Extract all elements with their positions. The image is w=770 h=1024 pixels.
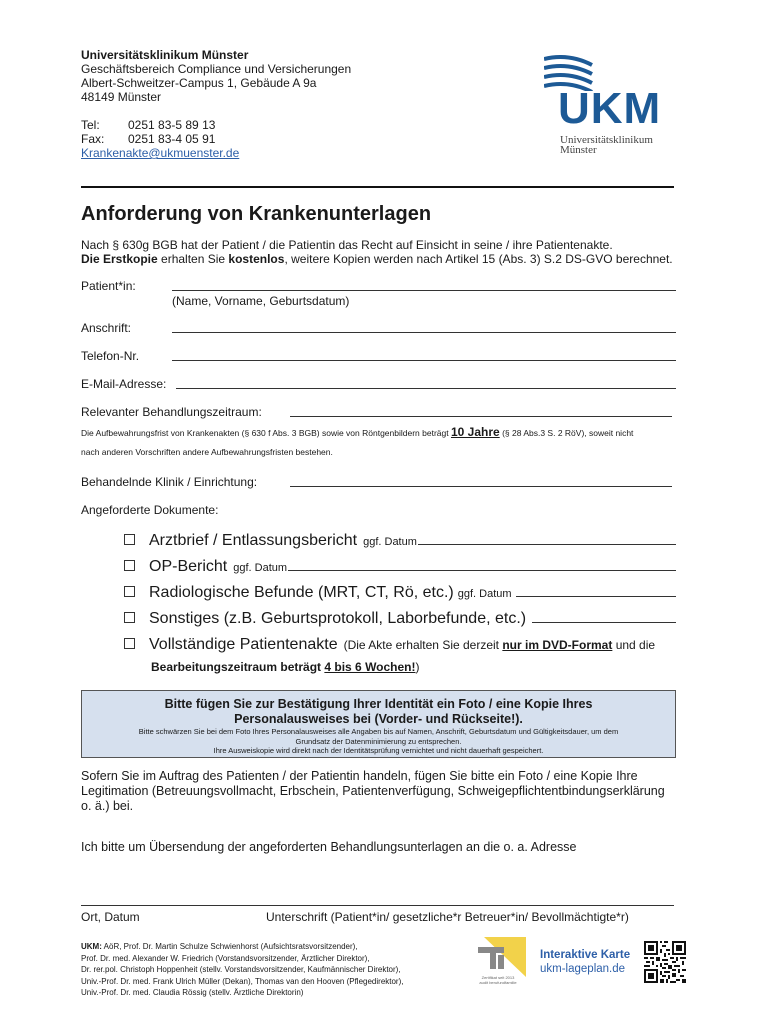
proxy-notice <box>81 769 701 814</box>
audit-seal-text <box>470 975 526 985</box>
full-record-note-1: (Die Akte erhalten Sie derzeit <box>343 638 503 652</box>
intro-line-1: Nach § 630g BGB hat der Patient / die Patientin das Recht auf Einsicht in seine / ihre Patientenakte. <box>81 238 613 252</box>
intro-bold-2: kostenlos <box>228 252 285 266</box>
full-record-label: Vollständige Patientenakte <box>149 636 338 653</box>
checkbox[interactable] <box>124 612 135 623</box>
id-notice-small-1: Bitte schwärzen Sie bei dem Foto Ihres Personalausweises alle Angaben bis auf Namen, Anschrift, Geburtsdatum und Gültigkeitsdauer, um dem <box>138 727 619 736</box>
id-notice-heading-1: Bitte fügen Sie zur Bestätigung Ihrer Identität ein Foto / eine Kopie Ihres <box>164 697 593 711</box>
document-option-full-record[interactable] <box>124 635 676 659</box>
full-record-processing <box>124 659 676 675</box>
clinic-label: Behandelnde Klinik / Einrichtung: <box>81 475 258 489</box>
document-label: OP-Bericht <box>149 558 228 575</box>
footer-line-4: Univ.-Prof. Dr. med. Frank Ulrich Müller (Dekan), Thomas van den Hooven (Pflegedirektor), <box>81 976 404 986</box>
map-url[interactable]: ukm-lageplan.de <box>540 963 626 975</box>
footer-line-3: Dr. rer.pol. Christoph Hoppenheit (stellv. Vorstandsvorsitzender, Kaufmännischer Direktor), <box>81 965 401 974</box>
patient-label: Patient*in: <box>81 279 136 293</box>
tel-row <box>81 118 351 132</box>
id-notice-box <box>81 690 676 758</box>
tel-label: Tel: <box>81 118 100 132</box>
id-notice-small-3: Ihre Ausweiskopie wird direkt nach der Identitätsprüfung vernichtet und nicht dauerhaft gespeichert. <box>213 746 544 755</box>
ukm-logo <box>544 55 674 165</box>
id-notice-small-2: Grundsatz der Datenminimierung zu entsprechen. <box>295 736 462 746</box>
place-date-label: Ort, Datum <box>81 910 140 924</box>
document-label: Arztbrief / Entlassungsbericht <box>149 532 358 549</box>
fax-value: 0251 83-4 05 91 <box>128 132 216 146</box>
documents-list <box>124 531 676 675</box>
org-name: Universitätsklinikum Münster <box>81 48 249 62</box>
proxy-line-1: Sofern Sie im Auftrag des Patienten / der Patientin handeln, fügen Sie bitte ein Foto / eine Kopie Ihre <box>81 769 638 783</box>
retention-note-part-1: Die Aufbewahrungsfrist von Krankenakten (§ 630 f Abs. 3 BGB) sowie von Röntgenbildern beträgt <box>81 428 449 438</box>
audit-seal-text-1: Zertifikat seit 2013 <box>481 975 515 980</box>
fax-label: Fax: <box>81 132 105 146</box>
logo-subtitle-2: Münster <box>560 144 597 156</box>
proxy-line-2: Legitimation (Betreuungsvollmacht, Erbschein, Patientenverfügung, Schweigepflichtentbindungserklärung <box>81 784 665 798</box>
tel-value: 0251 83-5 89 13 <box>128 118 216 132</box>
department: Geschäftsbereich Compliance und Versicherungen <box>81 62 352 76</box>
document-other-line[interactable] <box>532 610 676 623</box>
period-label: Relevanter Behandlungszeitraum: <box>81 405 262 419</box>
street: Albert-Schweitzer-Campus 1, Gebäude A 9a <box>81 76 317 90</box>
retention-note-part-2: (§ 28 Abs.3 S. 2 RöV), soweit nicht <box>502 428 634 438</box>
patient-input-line[interactable] <box>172 277 676 291</box>
audit-seal-icon <box>466 937 526 995</box>
qr-code-graphic <box>644 941 686 983</box>
address-label: Anschrift: <box>81 321 132 335</box>
footer-line-5: Univ.-Prof. Dr. med. Claudia Rössig (stellv. Ärztliche Direktorin) <box>81 988 304 997</box>
retention-note-line-2: nach anderen Vorschriften andere Aufbewahrungsfristen bestehen. <box>81 447 333 457</box>
full-record-dvd: nur im DVD-Format <box>502 638 613 652</box>
intro-text-2: , weitere Kopien werden nach Artikel 15 (Abs. 3) S.2 DS-GVO berechnet. <box>284 252 673 266</box>
intro-line-2 <box>81 252 741 266</box>
patient-hint: (Name, Vorname, Geburtsdatum) <box>172 294 350 308</box>
footer-line-2: Prof. Dr. med. Alexander W. Friedrich (Vorstandsvorsitzender, Ärztlicher Direktor), <box>81 953 370 963</box>
footer-line-1 <box>81 941 461 953</box>
document-date-line[interactable] <box>418 532 676 545</box>
footer-line-1-text: AöR, Prof. Dr. Martin Schulze Schwienhorst (Aufsichtsratsvorsitzender), <box>101 942 358 951</box>
audit-certificate-seal <box>466 937 526 995</box>
signature-line[interactable] <box>81 905 674 906</box>
header-divider <box>81 186 674 188</box>
checkbox[interactable] <box>124 534 135 545</box>
address-input-line[interactable] <box>172 320 676 333</box>
fax-row <box>81 132 351 146</box>
period-input-line[interactable] <box>290 404 672 417</box>
processing-text: Bearbeitungszeitraum beträgt <box>151 660 325 674</box>
retention-note <box>81 424 701 441</box>
intro <box>81 238 741 266</box>
checkbox[interactable] <box>124 638 135 649</box>
document-date-line[interactable] <box>288 558 676 571</box>
intro-bold-1: Die Erstkopie <box>81 252 158 266</box>
document-date-line[interactable] <box>516 584 676 597</box>
audit-seal-text-2: audit berufundfamilie <box>479 980 517 985</box>
document-date-label: ggf. Datum <box>233 562 288 574</box>
request-text: Ich bitte um Übersendung der angeforderten Behandlungsunterlagen an die o. a. Adresse <box>81 840 577 854</box>
page-title: Anforderung von Krankenunterlagen <box>81 203 432 225</box>
city: 48149 Münster <box>81 90 162 104</box>
logo-subtitle-1: Universitätsklinikum <box>560 134 653 146</box>
full-record-note-2: und die <box>612 638 656 652</box>
footer-board-label: UKM: <box>81 942 102 951</box>
retention-years: 10 Jahre <box>450 425 500 439</box>
checkbox[interactable] <box>124 560 135 571</box>
document-label: Radiologische Befunde (MRT, CT, Rö, etc.) <box>149 584 454 601</box>
signature-label: Unterschrift (Patient*in/ gesetzliche*r Betreuer*in/ Bevollmächtigte*r) <box>266 910 629 924</box>
document-option[interactable] <box>124 531 676 557</box>
full-record-note <box>344 635 655 655</box>
document-option[interactable] <box>124 609 676 635</box>
footer-board <box>81 941 461 999</box>
document-option[interactable] <box>124 557 676 583</box>
intro-text-1: erhalten Sie <box>157 252 229 266</box>
document-date-label: ggf. Datum <box>363 536 417 548</box>
logo-text: UKM <box>558 84 662 133</box>
documents-label: Angeforderte Dokumente: <box>81 503 219 517</box>
proxy-line-3: o. ä.) bei. <box>81 799 134 813</box>
phone-input-line[interactable] <box>172 348 676 361</box>
email-field-label: E-Mail-Adresse: <box>81 377 167 391</box>
map-title: Interaktive Karte <box>540 949 631 961</box>
clinic-input-line[interactable] <box>290 474 672 487</box>
email-input-line[interactable] <box>176 376 676 389</box>
processing-close: ) <box>415 660 420 674</box>
processing-weeks: 4 bis 6 Wochen! <box>324 660 416 674</box>
checkbox[interactable] <box>124 586 135 597</box>
qr-code-icon[interactable] <box>644 941 686 983</box>
map-promo[interactable] <box>540 948 630 976</box>
letterhead <box>81 48 351 160</box>
document-option[interactable] <box>124 583 676 609</box>
document-label: Sonstiges (z.B. Geburtsprotokoll, Laborbefunde, etc.) <box>149 610 527 627</box>
phone-label: Telefon-Nr. <box>81 349 140 363</box>
email-link[interactable]: Krankenakte@ukmuenster.de <box>81 146 240 160</box>
document-date-label: ggf. Datum <box>457 588 512 600</box>
id-notice-heading-2: Personalausweises bei (Vorder- und Rückseite!). <box>234 712 523 726</box>
